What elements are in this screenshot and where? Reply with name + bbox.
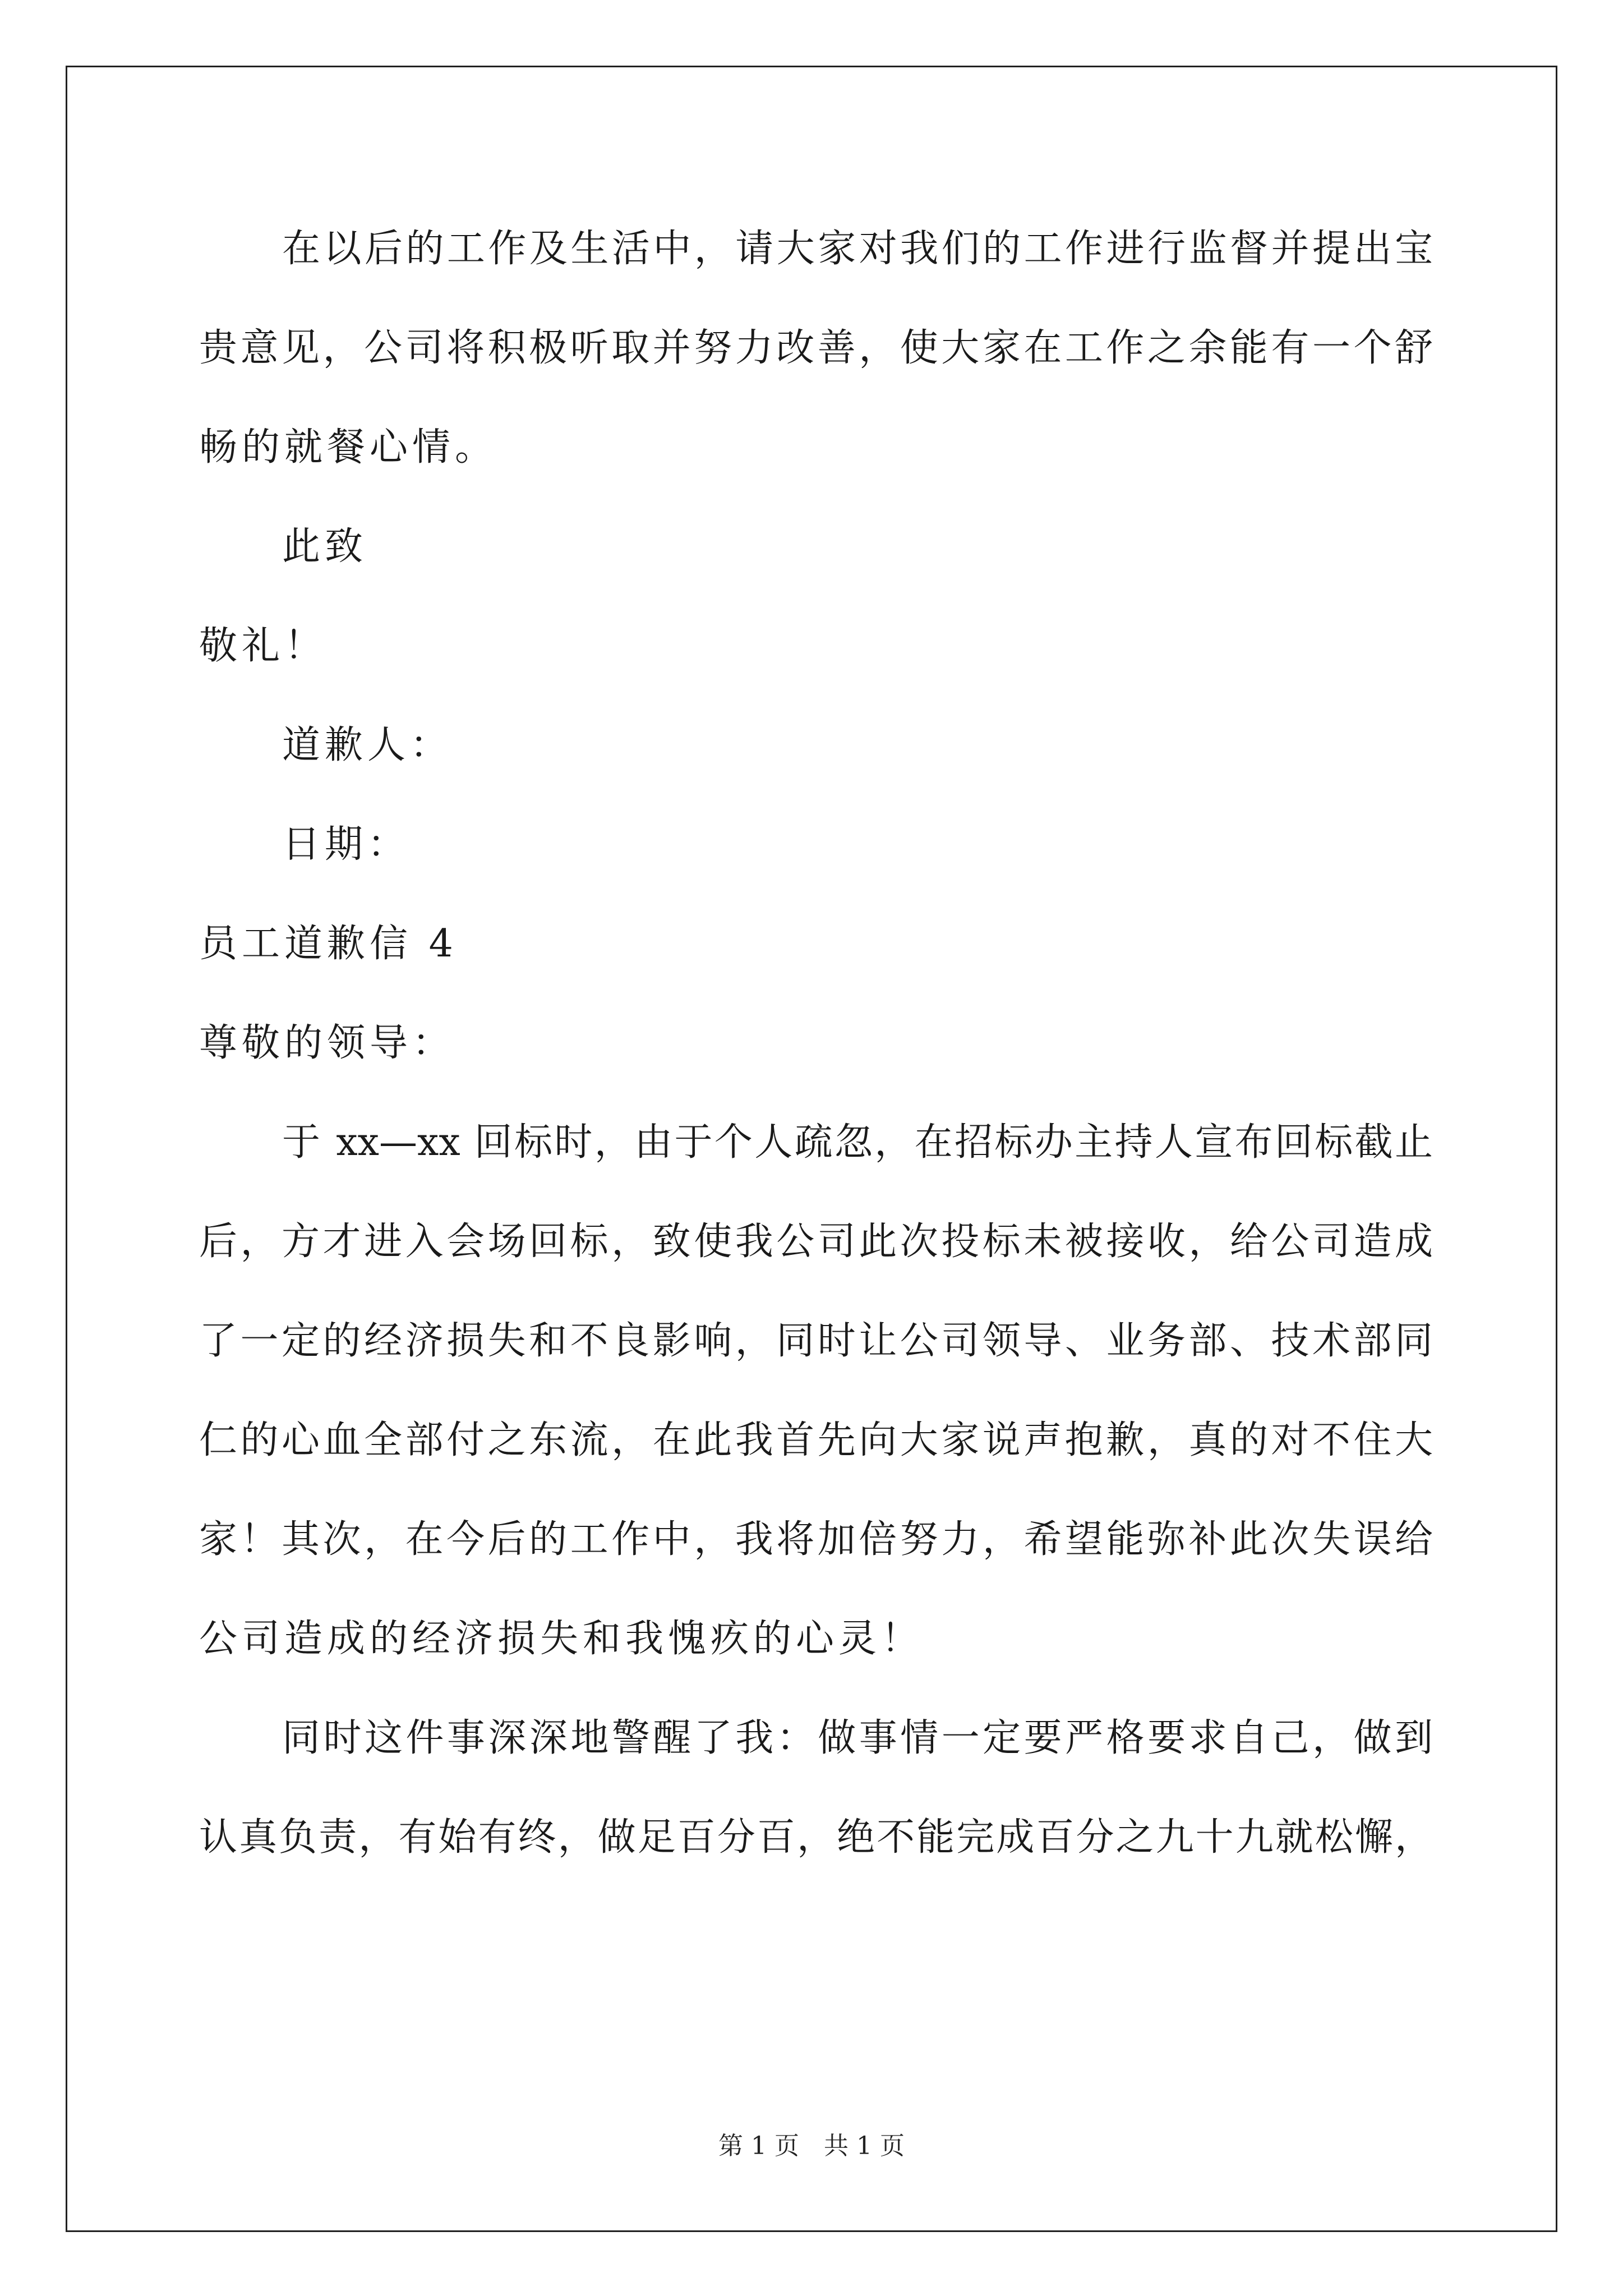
paragraph-line: 贵意见，公司将积极听取并努力改善，使大家在工作之余能有一个舒 <box>199 326 1433 370</box>
paragraph-line: 于 xx—xx 回标时，由于个人疏忽，在招标办主持人宣布回标截止 <box>282 1120 1433 1165</box>
paragraph-line: 认真负责，有始有终，做足百分百，绝不能完成百分之九十九就松懈， <box>199 1815 1433 1860</box>
paragraph-line: 仁的心血全部付之东流，在此我首先向大家说声抱歉，真的对不住大 <box>199 1418 1433 1462</box>
closing-salutation: 此致 <box>282 524 368 569</box>
paragraph-line: 同时这件事深深地警醒了我：做事情一定要严格要求自己，做到 <box>282 1716 1433 1760</box>
section-heading: 员工道歉信 4 <box>199 922 458 966</box>
paragraph-line: 家！其次，在今后的工作中，我将加倍努力，希望能弥补此次失误给 <box>199 1517 1433 1562</box>
paragraph-line: 在以后的工作及生活中，请大家对我们的工作进行监督并提出宝 <box>282 227 1433 271</box>
paragraph-line: 畅的就餐心情。 <box>199 425 498 470</box>
paragraph-line: 后，方才进入会场回标，致使我公司此次投标未被接收，给公司造成 <box>199 1220 1433 1264</box>
paragraph-line: 公司造成的经济损失和我愧疚的心灵！ <box>199 1617 924 1661</box>
paragraph-line: 了一定的经济损失和不良影响，同时让公司领导、业务部、技术部同 <box>199 1319 1433 1363</box>
page-number-footer: 第 1 页 共 1 页 <box>718 2132 905 2160</box>
greeting: 尊敬的领导： <box>199 1021 455 1065</box>
date-label: 日期： <box>282 822 411 867</box>
closing-regards: 敬礼！ <box>199 624 328 668</box>
signature-label: 道歉人： <box>282 723 453 767</box>
